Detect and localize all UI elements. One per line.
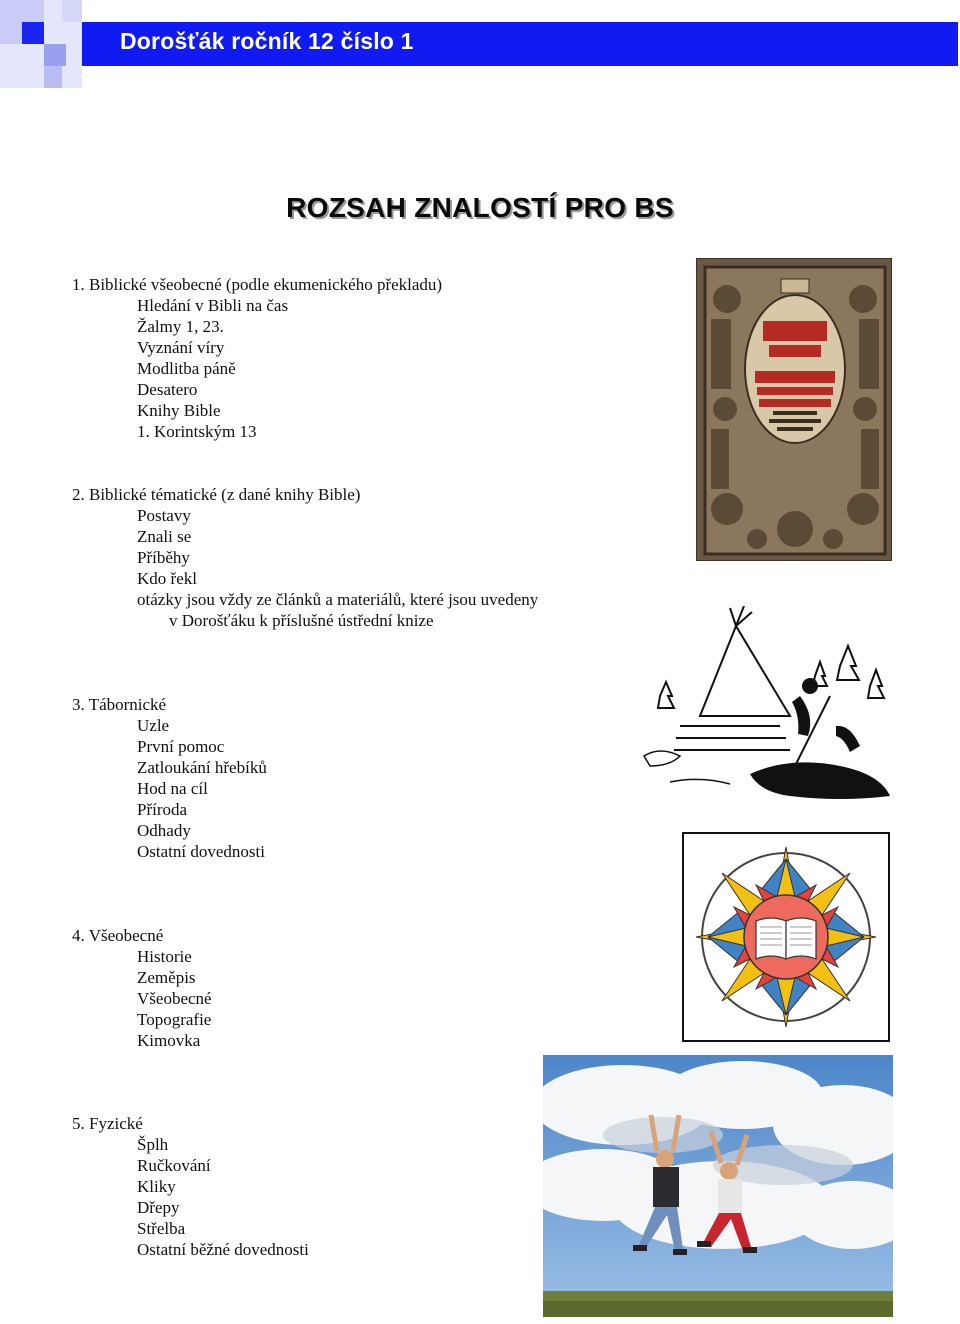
- jumping-girls-photo: [543, 1055, 893, 1317]
- section-heading: 3. Tábornické: [72, 695, 167, 714]
- list-item: 1. Korintským 13: [137, 422, 257, 441]
- header-title: Dorošťák ročník 12 číslo 1: [120, 28, 414, 54]
- list-item: Příběhy: [137, 548, 190, 567]
- list-item: Zeměpis: [137, 968, 196, 987]
- list-item: Ostatní dovednosti: [137, 842, 265, 861]
- section-camping: [72, 694, 267, 862]
- camping-sketch-image: [640, 606, 894, 810]
- list-item: Všeobecné: [137, 989, 212, 1008]
- list-item: Desatero: [137, 380, 198, 399]
- list-item: Žalmy 1, 23.: [137, 317, 224, 336]
- list-item: Střelba: [137, 1219, 186, 1238]
- page-title: ROZSAH ZNALOSTÍ PRO BS: [286, 192, 674, 223]
- list-item: Topografie: [137, 1010, 212, 1029]
- bible-title-page-image: [696, 258, 892, 561]
- section-general: [72, 925, 212, 1051]
- section-biblical-general: [72, 274, 442, 442]
- list-item: Kliky: [137, 1177, 176, 1196]
- list-item: Modlitba páně: [137, 359, 236, 378]
- list-item: Znali se: [137, 527, 192, 546]
- list-item: Šplh: [137, 1135, 169, 1154]
- emblem-book-image: [682, 832, 890, 1042]
- list-item: Kimovka: [137, 1031, 201, 1050]
- section-heading: 4. Všeobecné: [72, 926, 164, 945]
- list-item: Vyznání víry: [137, 338, 225, 357]
- list-item: Příroda: [137, 800, 188, 819]
- list-item: Knihy Bible: [137, 401, 221, 420]
- section-physical: [72, 1113, 309, 1260]
- list-item: Kdo řekl: [137, 569, 197, 588]
- section-heading: 2. Biblické tématické (z dané knihy Bible): [72, 485, 361, 504]
- list-item-continuation: v Dorošťáku k příslušné ústřední knize: [169, 611, 434, 630]
- list-item: Hledání v Bibli na čas: [137, 296, 289, 315]
- list-item: otázky jsou vždy ze článků a materiálů, které jsou uvedeny: [137, 590, 539, 609]
- list-item: Hod na cíl: [137, 779, 208, 798]
- list-item: Postavy: [137, 506, 191, 525]
- list-item: Zatloukání hřebíků: [137, 758, 267, 777]
- section-heading: 1. Biblické všeobecné (podle ekumenického překladu): [72, 275, 443, 294]
- section-heading: 5. Fyzické: [72, 1114, 143, 1133]
- list-item: Uzle: [137, 716, 170, 735]
- list-item: Historie: [137, 947, 192, 966]
- list-item: Ručkování: [137, 1156, 211, 1175]
- list-item: Dřepy: [137, 1198, 180, 1217]
- section-biblical-thematic: [72, 484, 538, 631]
- list-item: Odhady: [137, 821, 191, 840]
- list-item: Ostatní běžné dovednosti: [137, 1240, 309, 1259]
- list-item: První pomoc: [137, 737, 225, 756]
